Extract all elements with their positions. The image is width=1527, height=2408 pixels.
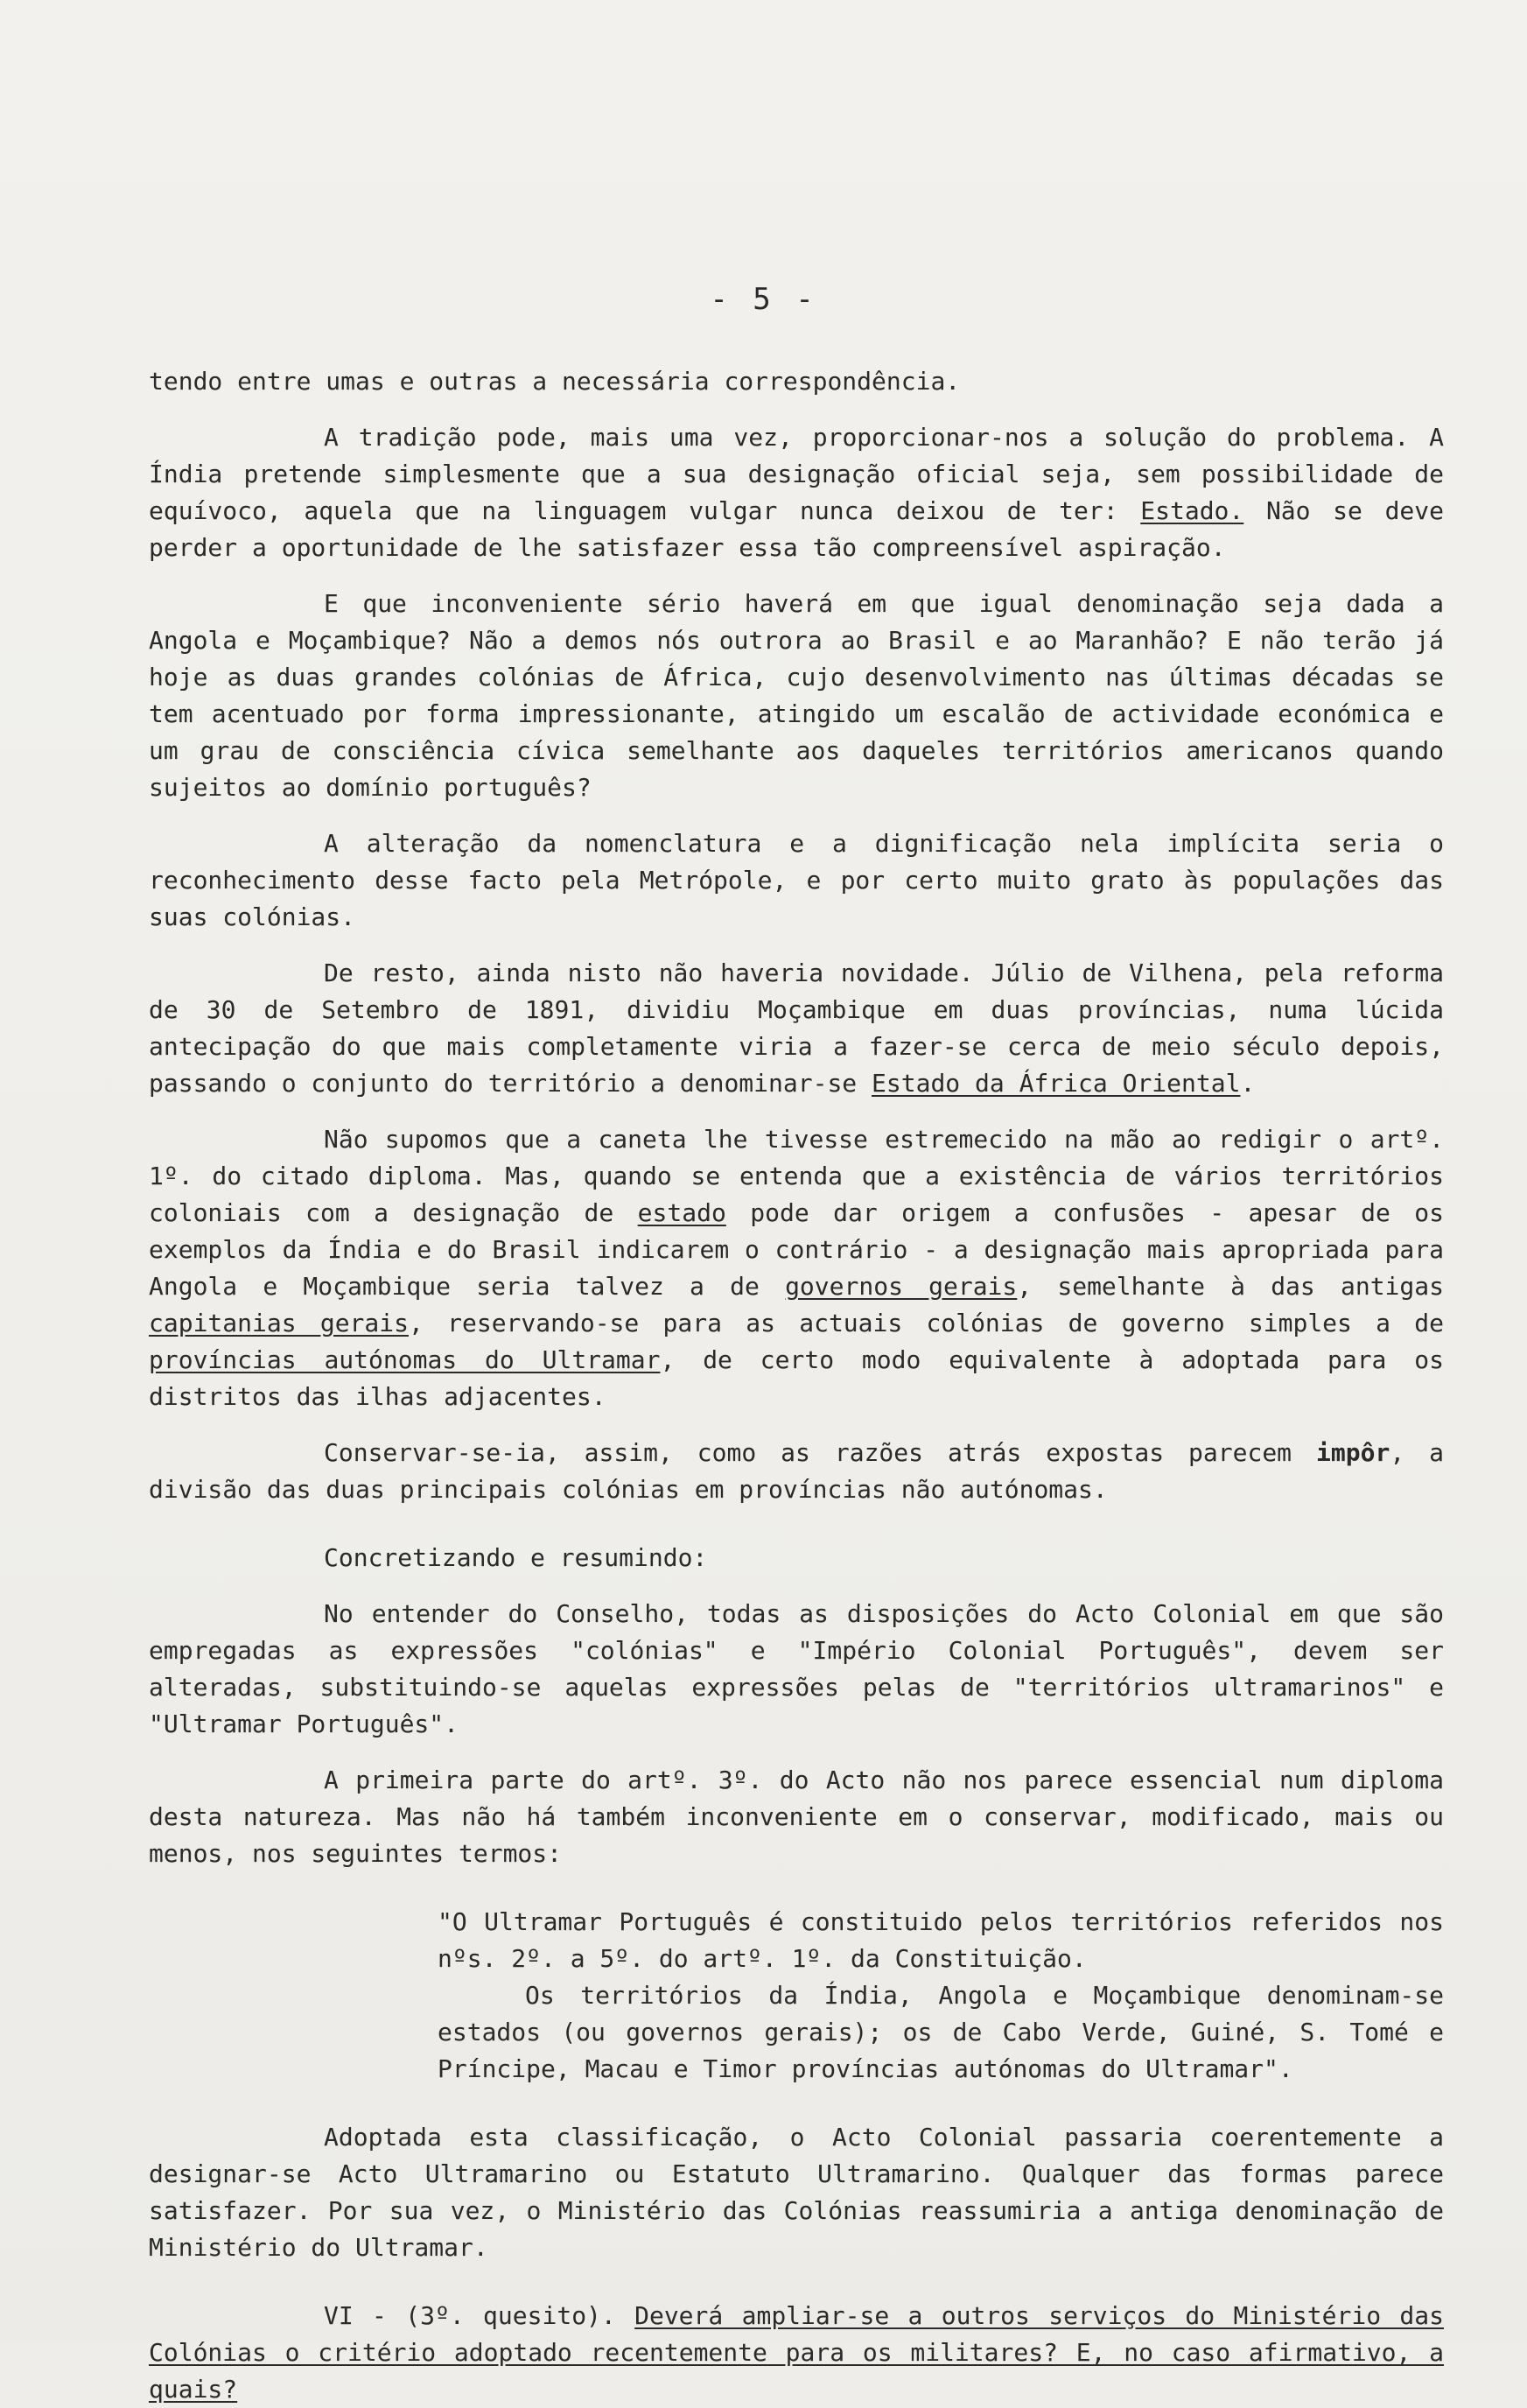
paragraph-6-text-c: , semelhante à das antigas xyxy=(1017,1272,1444,1301)
paragraph-12 xyxy=(149,2298,1444,2408)
paragraph-7 xyxy=(149,1435,1444,1508)
paragraph-6-text-d: , reservando-se para as actuais colónias de governo simples a de xyxy=(409,1309,1445,1337)
paragraph-2-underlined: Estado. xyxy=(1140,496,1244,525)
paragraph-9: No entender do Conselho, todas as disposições do Acto Colonial em que são empregadas as expressões "colónias" e "Império Colonial Português", devem ser alteradas, substituindo-se aquelas expressões pelas de "territórios ultramarinos" e "Ultramar Português". xyxy=(149,1599,1444,1738)
paragraph-6-underlined-4: províncias autónomas do Ultramar xyxy=(149,1345,661,1374)
paragraph-6-underlined-2: governos gerais xyxy=(785,1272,1018,1301)
paragraph-12-heading: VI - (3º. quesito). xyxy=(324,2301,635,2330)
paragraph-6 xyxy=(149,1121,1444,1415)
paragraph-5-underlined: Estado da África Oriental xyxy=(872,1069,1241,1098)
quote-1: "O Ultramar Português é constituido pelos territórios referidos nos nºs. 2º. a 5º. do artº. 1º. da Constituição. xyxy=(438,1907,1444,1973)
paragraph-3: E que inconveniente sério haverá em que igual denominação seja dada a Angola e Moçambique? Não a demos nós outrora ao Brasil e ao Maranhão? E não terão já hoje as duas grandes colónias de África, cujo desenvolvimento nas últimas décadas se tem acentuado por forma impressionante, atingido um escalão de actividade económica e um grau de consciência cívica semelhante aos daqueles territórios americanos quando sujeitos ao domínio português? xyxy=(149,589,1444,802)
document-body xyxy=(149,363,1444,2408)
paragraph-6-text-a: Não supomos que a caneta lhe tivesse estremecido na mão ao redigir o artº. 1º. do citado diploma. Mas, quando se entenda que a existência de vários territórios coloniais com a designação de xyxy=(149,1125,1444,1227)
paragraph-6-underlined-1: estado xyxy=(637,1198,726,1227)
paragraph-2 xyxy=(149,419,1444,566)
quote-2: Os territórios da Índia, Angola e Moçambique denominam-se estados (ou governos gerais); os de Cabo Verde, Guiné, S. Tomé e Príncipe, Macau e Timor províncias autónomas do Ultramar". xyxy=(438,1981,1444,2083)
paragraph-5-text: De resto, ainda nisto não haveria novidade. Júlio de Vilhena, pela reforma de 30 de Setembro de 1891, dividiu Moçambique em duas províncias, numa lúcida antecipação do que mais completamente viria a fazer-se cerca de meio século depois, passando o conjunto do território a denominar-se xyxy=(149,958,1444,1098)
paragraph-6-underlined-3: capitanias gerais xyxy=(149,1309,409,1337)
paragraph-7-text-a: Conservar-se-ia, assim, como as razões atrás expostas parecem xyxy=(324,1438,1292,1467)
page-number: - 5 - xyxy=(710,282,817,317)
paragraph-8: Concretizando e resumindo: xyxy=(324,1543,708,1572)
paragraph-1: tendo entre umas e outras a necessária correspondência. xyxy=(149,367,961,396)
paragraph-2-text: A tradição pode, mais uma vez, proporcionar-nos a solução do problema. A Índia pretende simplesmente que a sua designação oficial seja, sem possibilidade de equívoco, aquela que na linguagem vulgar nunca deixou de ter: xyxy=(149,423,1444,525)
paragraph-12-question: Deverá ampliar-se a outros serviços do Ministério das Colónias o critério adoptado recentemente para os militares? E, no caso afirmativo, a quais? xyxy=(149,2301,1444,2404)
paragraph-7-text-c: , a divisão das duas principais colónias em províncias não autónomas. xyxy=(149,1438,1444,1504)
paragraph-6-text-b: pode dar origem a confusões - apesar de os exemplos da Índia e do Brasil indicarem o contrário - a designação mais apropriada para Angola e Moçambique seria talvez a de xyxy=(149,1198,1444,1301)
paragraph-2-tail: Não se deve perder a oportunidade de lhe satisfazer essa tão compreensível aspiração. xyxy=(149,496,1444,562)
paragraph-4: A alteração da nomenclatura e a dignificação nela implícita seria o reconhecimento desse facto pela Metrópole, e por certo muito grato às populações das suas colónias. xyxy=(149,829,1444,931)
paragraph-11: Adoptada esta classificação, o Acto Colonial passaria coerentemente a designar-se Acto Ultramarino ou Estatuto Ultramarino. Qualquer das formas parece satisfazer. Por sua vez, o Ministério das Colónias reassumiria a antiga denominação de Ministério do Ultramar. xyxy=(149,2123,1444,2262)
paragraph-10: A primeira parte do artº. 3º. do Acto não nos parece essencial num diploma desta natureza. Mas não há também inconveniente em o conservar, modificado, mais ou menos, nos seguintes termos: xyxy=(149,1766,1444,1868)
paragraph-5: De resto, ainda nisto não haveria novidade. Júlio de Vilhena, pela reforma de 30 de Setembro de 1891, dividiu Moçambique em duas províncias, numa lúcida antecipação do que mais completamente viria a fazer-se cerca de meio século depois, passando o conjunto do território a denominar-se Estado da África Oriental. xyxy=(149,958,1444,1098)
paragraph-6-text-e: , de certo modo equivalente à adoptada para os distritos das ilhas adjacentes. xyxy=(149,1345,1444,1411)
paragraph-7-bold: impôr xyxy=(1316,1438,1390,1467)
